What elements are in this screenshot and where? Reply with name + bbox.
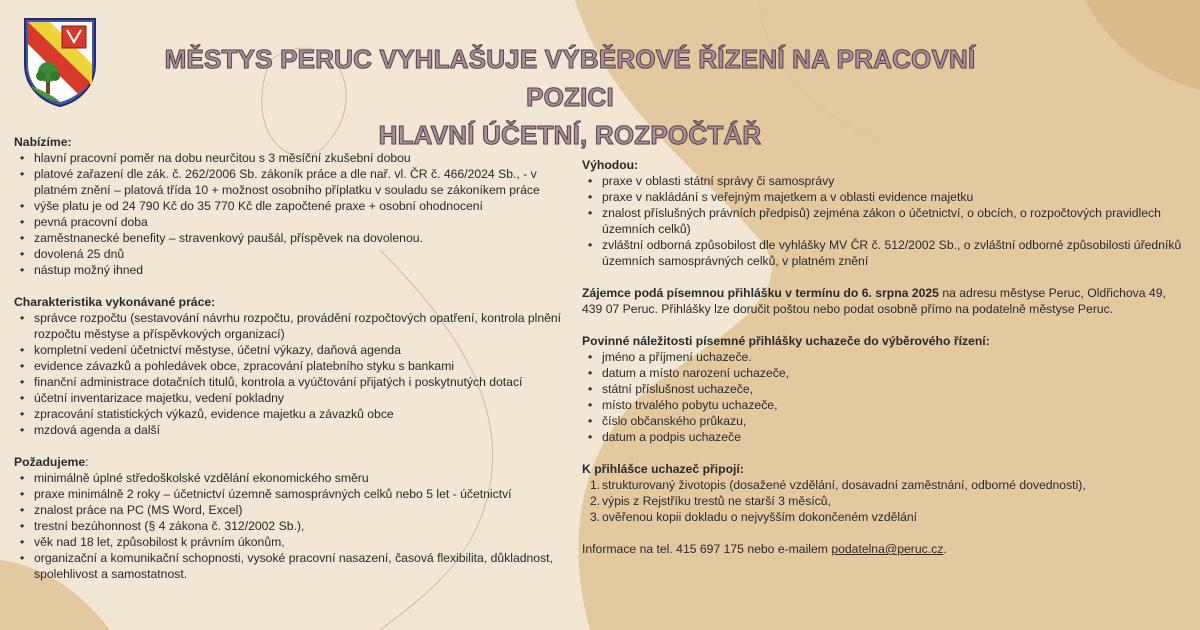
attachments-list xyxy=(582,477,1188,525)
list-item: • znalost příslušných právních předpisů) zejména zákon o účetnictví, o obcích, o rozpočtových pravidlech územních celků) xyxy=(582,205,1188,237)
list-item: • datum a podpis uchazeče xyxy=(582,429,1188,445)
attachments-heading: K přihlášce uchazeč připojí: xyxy=(582,462,744,476)
list-item-text: ověřenou kopii dokladu o nejvyšším dokončeném vzdělání xyxy=(602,510,918,524)
list-item: • evidence závazků a pohledávek obce, zpracování platebního styku s bankami xyxy=(14,358,570,374)
list-item: • platové zařazení dle zák. č. 262/2006 Sb. zákoník práce a dle nař. vl. ČR č. 466/2024 Sb., - v platném znění – platová třída 10 + možnost osobního příplatku v souladu se zákoníkem práce xyxy=(14,166,570,198)
offer-list xyxy=(14,150,570,278)
list-item: • účetní inventarizace majetku, vedení pokladny xyxy=(14,390,570,406)
list-item: • nástup možný ihned xyxy=(14,262,570,278)
title-line-1: MĚSTYS PERUC VYHLAŠUJE VÝBĚROVÉ ŘÍZENÍ NA PRACOVNÍ POZICI xyxy=(164,44,976,112)
requirements-heading xyxy=(14,454,570,470)
list-item: • správce rozpočtu (sestavování návrhu rozpočtu, provádění rozpočtových opatření, kontrola plnění rozpočtu městyse a příspěvkových organizací) xyxy=(14,310,570,342)
list-item: • trestní bezúhonnost (§ 4 zákona č. 312/2002 Sb.), xyxy=(14,518,570,534)
list-number: 1. xyxy=(590,478,601,492)
list-item: • zpracování statistických výkazů, evidence majetku a závazků obce xyxy=(14,406,570,422)
required-info-heading: Povinné náležitosti písemné přihlášky uchazeče do výběrového řízení: xyxy=(582,334,990,348)
list-item: • jméno a příjmení uchazeče. xyxy=(582,349,1188,365)
contact-paragraph xyxy=(582,541,1188,557)
list-item-text: strukturovaný životopis (dosažené vzdělání, dosavadní zaměstnání, odborné dovednosti), xyxy=(602,478,1086,492)
left-column xyxy=(14,134,570,582)
advantages-list xyxy=(582,173,1188,269)
list-item xyxy=(582,477,1188,493)
title-line-2: HLAVNÍ ÚČETNÍ, ROZPOČTÁŘ xyxy=(378,120,762,150)
list-item: • pevná pracovní doba xyxy=(14,214,570,230)
advantages-heading: Výhodou: xyxy=(582,158,639,172)
requirements-heading-text: Požadujeme xyxy=(14,455,86,469)
offer-heading: Nabízíme: xyxy=(14,135,72,149)
application-paragraph xyxy=(582,285,1188,317)
list-item: • mzdová agenda a další xyxy=(14,422,570,438)
list-item: • minimálně úplné středoškolské vzdělání ekonomického směru xyxy=(14,470,570,486)
list-item xyxy=(582,493,1188,509)
list-item: • výše platu je od 24 790 Kč do 35 770 Kč dle započtené praxe + osobní ohodnocení xyxy=(14,198,570,214)
list-item: • zaměstnanecké benefity – stravenkový paušál, příspěvek na dovolenou. xyxy=(14,230,570,246)
list-item: • státní příslušnost uchazeče, xyxy=(582,381,1188,397)
list-item: • znalost práce na PC (MS Word, Excel) xyxy=(14,502,570,518)
list-item: • praxe v nakládání s veřejným majetkem a v oblasti evidence majetku xyxy=(582,189,1188,205)
list-number: 2. xyxy=(590,494,601,508)
list-item-text: výpis z Rejstříku trestů ne starší 3 měsíců, xyxy=(602,494,831,508)
requirements-heading-colon: : xyxy=(85,455,89,469)
list-item: • hlavní pracovní poměr na dobu neurčitou s 3 měsíční zkušební dobou xyxy=(14,150,570,166)
list-item: • datum a místo narození uchazeče, xyxy=(582,365,1188,381)
list-item: • kompletní vedení účetnictví městyse, účetní výkazy, daňová agenda xyxy=(14,342,570,358)
duties-heading: Charakteristika vykonávané práce: xyxy=(14,295,216,309)
list-item: • dovolená 25 dnů xyxy=(14,246,570,262)
list-item: • místo trvalého pobytu uchazeče, xyxy=(582,397,1188,413)
municipal-coat-of-arms-icon xyxy=(22,16,98,108)
required-info-list xyxy=(582,349,1188,445)
application-address: na adresu městyse Peruc, Oldřichova 49, 439 07 Peruc. Přihlášky lze doručit poštou nebo podat osobně přímo na podatelně městyse Peruc. xyxy=(582,286,1166,316)
list-item: • zvláštní odborná způsobilost dle vyhlášky MV ČR č. 512/2002 Sb., o zvláštní odborné způsobilosti úředníků územních samosprávných celků, v platném znění xyxy=(582,237,1188,269)
list-item: • číslo občanského průkazu, xyxy=(582,413,1188,429)
email-link[interactable]: podatelna@peruc.cz xyxy=(831,542,944,556)
contact-suffix: . xyxy=(943,542,947,556)
list-number: 3. xyxy=(590,510,601,524)
list-item: • organizační a komunikační schopnosti, vysoké pracovní nasazení, časová flexibilita, důkladnost, spolehlivost a samostatnost. xyxy=(14,550,570,582)
list-item: • finanční administrace dotačních titulů, kontrola a vyúčtování přijatých i poskytnutých dotací xyxy=(14,374,570,390)
contact-prefix: Informace na tel. 415 697 175 nebo e-mailem xyxy=(582,542,832,556)
requirements-list xyxy=(14,470,570,582)
list-item: • praxe minimálně 2 roky – účetnictví územně samosprávných celků nebo 5 let - účetnictví xyxy=(14,486,570,502)
duties-list xyxy=(14,310,570,438)
application-deadline: Zájemce podá písemnou přihlášku v termínu do 6. srpna 2025 xyxy=(582,286,939,300)
list-item xyxy=(582,509,1188,525)
right-column xyxy=(582,157,1188,557)
list-item: • praxe v oblasti státní správy či samosprávy xyxy=(582,173,1188,189)
list-item: • věk nad 18 let, způsobilost k právním úkonům, xyxy=(14,534,570,550)
